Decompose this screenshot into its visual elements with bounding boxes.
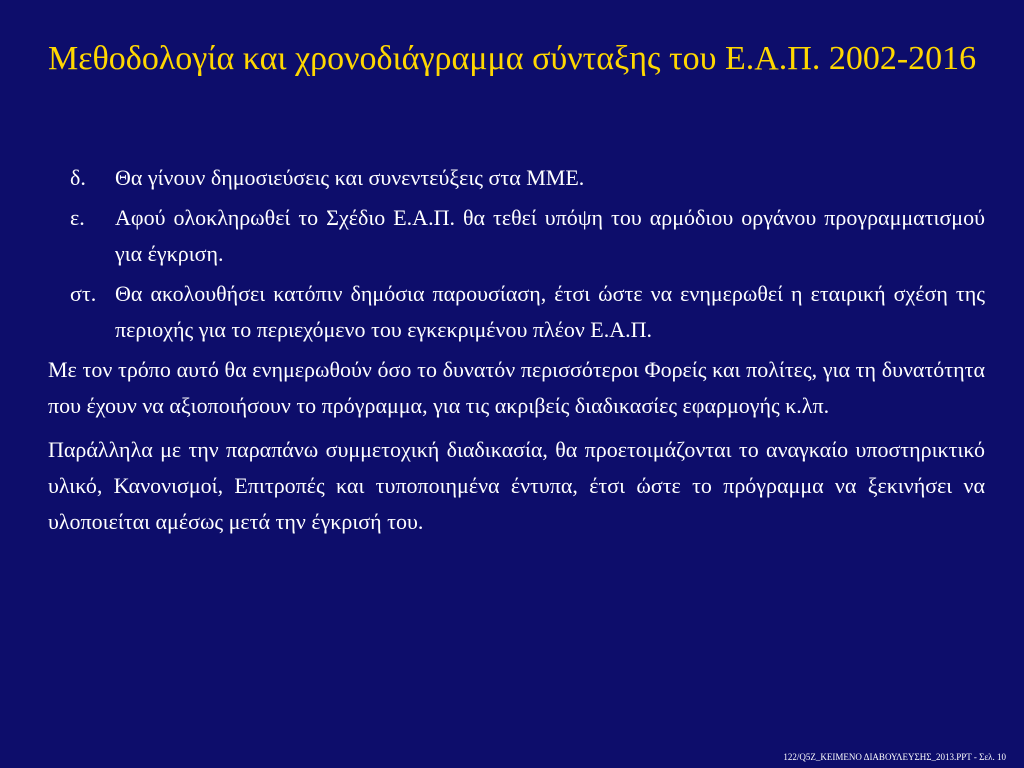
list-marker: ε. xyxy=(70,205,85,230)
body-paragraph: Παράλληλα με την παραπάνω συμμετοχική διαδικασία, θα προετοιμάζονται το αναγκαίο υποστηρικτικό υλικό, Κανονισμοί, Επιτροπές και τυποποιημένα έντυπα, έτσι ώστε το πρόγραμμα να ξεκινήσει να υλοποιείται αμέσως μετά την έγκρισή του. xyxy=(48,437,985,534)
slide-content xyxy=(48,160,985,548)
list-item-text: Αφού ολοκληρωθεί το Σχέδιο Ε.Α.Π. θα τεθεί υπόψη του αρμόδιου οργάνου προγραμματισμού για έγκριση. xyxy=(115,205,985,266)
list-item-text: Θα γίνουν δημοσιεύσεις και συνεντεύξεις στα ΜΜΕ. xyxy=(115,165,585,190)
slide-title: Μεθοδολογία και χρονοδιάγραμμα σύνταξης του Ε.Α.Π. 2002-2016 xyxy=(48,40,977,77)
list-marker: δ. xyxy=(70,165,86,190)
list-marker: στ. xyxy=(70,281,97,306)
list-item xyxy=(48,160,985,196)
slide-footer: 122/Q5Z_ΚΕΙΜΕΝΟ ΔΙΑΒΟΥΛΕΥΣΗΣ_2013.PPT - Σελ. 10 xyxy=(783,752,1006,762)
body-paragraph: Με τον τρόπο αυτό θα ενημερωθούν όσο το δυνατόν περισσότεροι Φορείς και πολίτες, για τη δυνατότητα που έχουν να αξιοποιήσουν το πρόγραμμα, για τις ακριβείς διαδικασίες εφαρμογής κ.λπ. xyxy=(48,357,985,418)
list-item-text: Θα ακολουθήσει κατόπιν δημόσια παρουσίαση, έτσι ώστε να ενημερωθεί η εταιρική σχέση της περιοχής για το περιεχόμενο του εγκεκριμένου πλέον Ε.Α.Π. xyxy=(115,281,985,342)
list-item xyxy=(48,200,985,272)
list-item xyxy=(48,276,985,348)
